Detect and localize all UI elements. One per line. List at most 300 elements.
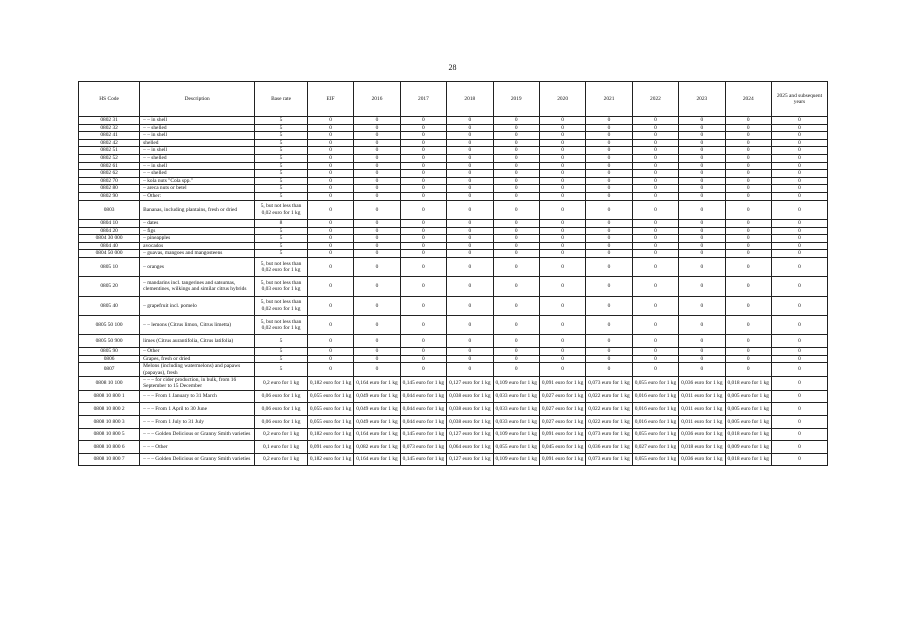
description-cell: – areca nuts or betel: [140, 185, 255, 193]
rate-cell: 0: [632, 335, 678, 348]
rate-cell: 0: [632, 348, 678, 356]
hs-code-cell: 0808 10 800 7: [79, 453, 140, 466]
rate-cell: 0: [493, 192, 539, 200]
rate-cell: 0,164 euro for 1 kg: [354, 453, 400, 466]
header-2025-and-subsequent: 2025 and subsequent years: [771, 82, 827, 117]
rate-cell: 0: [354, 227, 400, 235]
rate-cell: 0: [679, 219, 725, 227]
rate-cell: 0: [307, 355, 353, 363]
rate-cell: 0: [771, 177, 827, 185]
rate-cell: 0: [679, 363, 725, 377]
table-row: [79, 170, 828, 178]
header-base-rate: Base rate: [255, 82, 308, 117]
rate-cell: 0: [679, 200, 725, 219]
rate-cell: 0: [586, 363, 632, 377]
rate-cell: 0: [679, 162, 725, 170]
rate-cell: 0: [447, 250, 493, 258]
rate-cell: 0: [493, 124, 539, 132]
rate-cell: 0,055 euro for 1 kg: [632, 453, 678, 466]
rate-cell: 0: [632, 162, 678, 170]
rate-cell: 0,145 euro for 1 kg: [400, 428, 446, 441]
rate-cell: 0: [539, 348, 585, 356]
table-row: [79, 377, 828, 391]
rate-cell: 0: [493, 117, 539, 125]
rate-cell: 0: [307, 316, 353, 335]
rate-cell: 0: [632, 139, 678, 147]
rate-cell: 0: [493, 348, 539, 356]
hs-code-cell: 0806: [79, 355, 140, 363]
rate-cell: 0: [632, 363, 678, 377]
rate-cell: 0: [493, 162, 539, 170]
description-cell: – – shelled: [140, 170, 255, 178]
rate-cell: 0: [400, 257, 446, 276]
rate-cell: 0: [771, 192, 827, 200]
description-cell: Grapes, fresh or dried: [140, 355, 255, 363]
rate-cell: 0: [400, 355, 446, 363]
rate-cell: 0: [725, 235, 771, 243]
rate-cell: 0: [307, 235, 353, 243]
rate-cell: 0: [539, 200, 585, 219]
base-rate-cell: 0,06 euro for 1 kg: [255, 390, 308, 403]
rate-cell: 0,009 euro for 1 kg: [725, 441, 771, 454]
hs-code-cell: 0808 10 800 5: [79, 428, 140, 441]
table-body: [79, 117, 828, 466]
hs-code-cell: 0802 62: [79, 170, 140, 178]
hs-code-cell: 0805 50 100: [79, 316, 140, 335]
rate-cell: 0: [771, 147, 827, 155]
hs-code-cell: 0804 30 000: [79, 235, 140, 243]
rate-cell: 0: [586, 147, 632, 155]
rate-cell: 0,036 euro for 1 kg: [679, 453, 725, 466]
rate-cell: 0: [307, 219, 353, 227]
rate-cell: 0: [493, 132, 539, 140]
rate-cell: 0: [632, 147, 678, 155]
rate-cell: 0,055 euro for 1 kg: [307, 403, 353, 416]
table-row: [79, 277, 828, 296]
rate-cell: 0: [725, 170, 771, 178]
rate-cell: 0: [307, 242, 353, 250]
rate-cell: 0: [632, 355, 678, 363]
rate-cell: 0,027 euro for 1 kg: [539, 390, 585, 403]
hs-code-cell: 0805 40: [79, 296, 140, 315]
rate-cell: 0: [771, 453, 827, 466]
rate-cell: 0: [307, 162, 353, 170]
rate-cell: 0: [679, 316, 725, 335]
hs-code-cell: 0805 20: [79, 277, 140, 296]
rate-cell: 0: [539, 147, 585, 155]
base-rate-cell: 0,1 euro for 1 kg: [255, 441, 308, 454]
rate-cell: 0: [400, 296, 446, 315]
rate-cell: 0: [539, 335, 585, 348]
hs-code-cell: 0802 61: [79, 162, 140, 170]
rate-cell: 0,033 euro for 1 kg: [493, 416, 539, 429]
rate-cell: 0,011 euro for 1 kg: [679, 403, 725, 416]
table-row: [79, 200, 828, 219]
description-cell: Bananas, including plantains, fresh or dried: [140, 200, 255, 219]
rate-cell: 0: [307, 192, 353, 200]
rate-cell: 0,044 euro for 1 kg: [400, 416, 446, 429]
rate-cell: 0: [354, 355, 400, 363]
rate-cell: 0: [632, 257, 678, 276]
rate-cell: 0: [539, 162, 585, 170]
rate-cell: 0: [493, 139, 539, 147]
rate-cell: 0: [725, 132, 771, 140]
rate-cell: 0: [679, 154, 725, 162]
rate-cell: 0: [725, 316, 771, 335]
base-rate-cell: 5: [255, 124, 308, 132]
base-rate-cell: 0,06 euro for 1 kg: [255, 416, 308, 429]
table-row: [79, 257, 828, 276]
rate-cell: 0: [586, 117, 632, 125]
rate-cell: 0,036 euro for 1 kg: [586, 441, 632, 454]
base-rate-cell: 5: [255, 250, 308, 258]
rate-cell: 0: [447, 200, 493, 219]
rate-cell: 0,164 euro for 1 kg: [354, 377, 400, 391]
rate-cell: 0: [539, 219, 585, 227]
rate-cell: 0,109 euro for 1 kg: [493, 428, 539, 441]
rate-cell: 0: [586, 200, 632, 219]
rate-cell: 0,145 euro for 1 kg: [400, 453, 446, 466]
description-cell: – – in shell: [140, 117, 255, 125]
rate-cell: 0: [725, 219, 771, 227]
rate-cell: 0: [447, 355, 493, 363]
rate-cell: 0: [447, 124, 493, 132]
rate-cell: 0: [493, 257, 539, 276]
rate-cell: 0: [539, 235, 585, 243]
rate-cell: 0,036 euro for 1 kg: [679, 428, 725, 441]
header-hs-code: HS Code: [79, 82, 140, 117]
rate-cell: 0: [539, 124, 585, 132]
rate-cell: 0: [679, 348, 725, 356]
rate-cell: 0: [493, 242, 539, 250]
rate-cell: 0: [725, 277, 771, 296]
hs-code-cell: 0803: [79, 200, 140, 219]
rate-cell: 0: [400, 192, 446, 200]
rate-cell: 0: [586, 316, 632, 335]
rate-cell: 0: [586, 154, 632, 162]
description-cell: – pineapples: [140, 235, 255, 243]
rate-cell: 0: [725, 117, 771, 125]
rate-cell: 0: [586, 277, 632, 296]
rate-cell: 0: [725, 250, 771, 258]
table-row: [79, 192, 828, 200]
base-rate-cell: 5, but not less than 0,02 euro for 1 kg: [255, 257, 308, 276]
rate-cell: 0,055 euro for 1 kg: [632, 377, 678, 391]
rate-cell: 0,044 euro for 1 kg: [400, 403, 446, 416]
rate-cell: 0,127 euro for 1 kg: [447, 377, 493, 391]
rate-cell: 0: [632, 200, 678, 219]
rate-cell: 0: [354, 147, 400, 155]
rate-cell: 0: [771, 428, 827, 441]
rate-cell: 0: [586, 348, 632, 356]
rate-cell: 0: [539, 185, 585, 193]
rate-cell: 0: [447, 235, 493, 243]
rate-cell: 0: [400, 170, 446, 178]
rate-cell: 0: [679, 170, 725, 178]
hs-code-cell: 0802 31: [79, 117, 140, 125]
rate-cell: 0: [632, 316, 678, 335]
hs-code-cell: 0805 50 900: [79, 335, 140, 348]
description-cell: – Other: [140, 348, 255, 356]
rate-cell: 0: [447, 296, 493, 315]
rate-cell: 0: [447, 219, 493, 227]
rate-cell: 0: [586, 177, 632, 185]
rate-cell: 0,127 euro for 1 kg: [447, 453, 493, 466]
rate-cell: 0: [632, 192, 678, 200]
rate-cell: 0,049 euro for 1 kg: [354, 403, 400, 416]
rate-cell: 0: [771, 154, 827, 162]
rate-cell: 0: [771, 200, 827, 219]
rate-cell: 0: [400, 147, 446, 155]
rate-cell: 0: [725, 177, 771, 185]
rate-cell: 0: [725, 154, 771, 162]
description-cell: – – shelled: [140, 124, 255, 132]
rate-cell: 0: [725, 200, 771, 219]
header-2019: 2019: [493, 82, 539, 117]
base-rate-cell: 5, but not less than 0,03 euro for 1 kg: [255, 277, 308, 296]
rate-cell: 0,073 euro for 1 kg: [586, 377, 632, 391]
description-cell: – – – From 1 April to 30 June: [140, 403, 255, 416]
table-header-row: [79, 82, 828, 117]
rate-cell: 0,145 euro for 1 kg: [400, 377, 446, 391]
rate-cell: 0: [493, 363, 539, 377]
table-row: [79, 219, 828, 227]
rate-cell: 0,005 euro for 1 kg: [725, 390, 771, 403]
rate-cell: 0: [354, 117, 400, 125]
rate-cell: 0,055 euro for 1 kg: [307, 416, 353, 429]
hs-code-cell: 0802 51: [79, 147, 140, 155]
rate-cell: 0: [400, 250, 446, 258]
rate-cell: 0: [725, 185, 771, 193]
rate-cell: 0: [354, 335, 400, 348]
rate-cell: 0: [493, 219, 539, 227]
rate-cell: 0: [493, 235, 539, 243]
base-rate-cell: 5: [255, 363, 308, 377]
description-cell: – – – From 1 January to 31 March: [140, 390, 255, 403]
base-rate-cell: 5: [255, 147, 308, 155]
base-rate-cell: 5: [255, 348, 308, 356]
rate-cell: 0: [493, 147, 539, 155]
rate-cell: 0: [354, 177, 400, 185]
rate-cell: 0,044 euro for 1 kg: [400, 390, 446, 403]
hs-code-cell: 0808 10 800 3: [79, 416, 140, 429]
rate-cell: 0: [586, 170, 632, 178]
base-rate-cell: 5: [255, 355, 308, 363]
rate-cell: 0: [771, 377, 827, 391]
rate-cell: 0: [771, 185, 827, 193]
rate-cell: 0: [354, 316, 400, 335]
rate-cell: 0: [447, 192, 493, 200]
hs-code-cell: 0802 90: [79, 192, 140, 200]
rate-cell: 0: [354, 162, 400, 170]
rate-cell: 0: [679, 355, 725, 363]
description-cell: Melons (including watermelons) and papaws (papayas), fresh: [140, 363, 255, 377]
rate-cell: 0: [354, 257, 400, 276]
header-2022: 2022: [632, 82, 678, 117]
hs-code-cell: 0802 70: [79, 177, 140, 185]
rate-cell: 0: [586, 227, 632, 235]
base-rate-cell: 5: [255, 162, 308, 170]
rate-cell: 0: [400, 162, 446, 170]
rate-cell: 0: [771, 242, 827, 250]
rate-cell: 0: [725, 227, 771, 235]
rate-cell: 0: [354, 185, 400, 193]
hs-code-cell: 0805 90: [79, 348, 140, 356]
rate-cell: 0: [400, 316, 446, 335]
rate-cell: 0,027 euro for 1 kg: [632, 441, 678, 454]
rate-cell: 0: [447, 348, 493, 356]
rate-cell: 0: [679, 132, 725, 140]
rate-cell: 0: [632, 296, 678, 315]
rate-cell: 0: [400, 124, 446, 132]
rate-cell: 0,027 euro for 1 kg: [539, 416, 585, 429]
base-rate-cell: 0,06 euro for 1 kg: [255, 403, 308, 416]
rate-cell: 0: [586, 250, 632, 258]
rate-cell: 0: [679, 296, 725, 315]
hs-code-cell: 0804 10: [79, 219, 140, 227]
rate-cell: 0: [447, 257, 493, 276]
base-rate-cell: 5: [255, 154, 308, 162]
table-row: [79, 139, 828, 147]
rate-cell: 0,109 euro for 1 kg: [493, 377, 539, 391]
description-cell: – dates: [140, 219, 255, 227]
rate-cell: 0: [632, 235, 678, 243]
rate-cell: 0: [679, 147, 725, 155]
rate-cell: 0: [539, 139, 585, 147]
base-rate-cell: 0,2 euro for 1 kg: [255, 428, 308, 441]
rate-cell: 0: [400, 139, 446, 147]
base-rate-cell: 5: [255, 227, 308, 235]
rate-cell: 0: [447, 170, 493, 178]
rate-cell: 0,022 euro for 1 kg: [586, 403, 632, 416]
rate-cell: 0: [400, 242, 446, 250]
rate-cell: 0: [539, 154, 585, 162]
table-row: [79, 416, 828, 429]
table-row: [79, 363, 828, 377]
rate-cell: 0: [307, 257, 353, 276]
rate-cell: 0,018 euro for 1 kg: [679, 441, 725, 454]
rate-cell: 0: [447, 316, 493, 335]
rate-cell: 0: [771, 170, 827, 178]
description-cell: – – – From 1 July to 31 July: [140, 416, 255, 429]
hs-code-cell: 0804 50 000: [79, 250, 140, 258]
rate-cell: 0: [307, 227, 353, 235]
rate-cell: 0: [354, 235, 400, 243]
rate-cell: 0: [400, 235, 446, 243]
rate-cell: 0,036 euro for 1 kg: [679, 377, 725, 391]
rate-cell: 0,016 euro for 1 kg: [632, 416, 678, 429]
base-rate-cell: 5: [255, 117, 308, 125]
rate-cell: 0: [679, 277, 725, 296]
rate-cell: 0: [679, 124, 725, 132]
rate-cell: 0: [307, 139, 353, 147]
rate-cell: 0,022 euro for 1 kg: [586, 416, 632, 429]
rate-cell: 0: [725, 124, 771, 132]
rate-cell: 0: [307, 177, 353, 185]
base-rate-cell: 5: [255, 132, 308, 140]
description-cell: – – lemons (Citrus limon, Citrus limetta): [140, 316, 255, 335]
rate-cell: 0: [586, 257, 632, 276]
header-2017: 2017: [400, 82, 446, 117]
rate-cell: 0,018 euro for 1 kg: [725, 428, 771, 441]
base-rate-cell: 5, but not less than 0,02 euro for 1 kg: [255, 200, 308, 219]
table-row: [79, 348, 828, 356]
rate-cell: 0: [586, 185, 632, 193]
rate-cell: 0: [307, 277, 353, 296]
hs-code-cell: 0802 52: [79, 154, 140, 162]
rate-cell: 0: [307, 170, 353, 178]
rate-cell: 0: [447, 117, 493, 125]
rate-cell: 0: [632, 242, 678, 250]
hs-code-cell: 0808 10 100: [79, 377, 140, 391]
rate-cell: 0: [447, 185, 493, 193]
rate-cell: 0: [539, 242, 585, 250]
rate-cell: 0: [725, 335, 771, 348]
rate-cell: 0: [632, 124, 678, 132]
rate-cell: 0: [586, 162, 632, 170]
rate-cell: 0: [400, 219, 446, 227]
table-row: [79, 355, 828, 363]
rate-cell: 0: [354, 154, 400, 162]
header-description: Description: [140, 82, 255, 117]
rate-cell: 0: [539, 132, 585, 140]
rate-cell: 0,038 euro for 1 kg: [447, 403, 493, 416]
rate-cell: 0: [307, 154, 353, 162]
rate-cell: 0: [771, 403, 827, 416]
rate-cell: 0: [771, 348, 827, 356]
table-row: [79, 117, 828, 125]
table-row: [79, 132, 828, 140]
rate-cell: 0: [725, 139, 771, 147]
rate-cell: 0,049 euro for 1 kg: [354, 416, 400, 429]
base-rate-cell: 0,2 euro for 1 kg: [255, 453, 308, 466]
table-row: [79, 390, 828, 403]
header-2020: 2020: [539, 82, 585, 117]
description-cell: – – in shell: [140, 147, 255, 155]
base-rate-cell: 8: [255, 219, 308, 227]
hs-code-cell: 0807: [79, 363, 140, 377]
rate-cell: 0: [771, 296, 827, 315]
rate-cell: 0: [493, 177, 539, 185]
rate-cell: 0: [539, 117, 585, 125]
rate-cell: 0,182 euro for 1 kg: [307, 428, 353, 441]
rate-cell: 0: [539, 177, 585, 185]
rate-cell: 0: [539, 250, 585, 258]
rate-cell: 0,055 euro for 1 kg: [307, 390, 353, 403]
hs-code-cell: 0802 42: [79, 139, 140, 147]
rate-cell: 0: [586, 242, 632, 250]
rate-cell: 0: [354, 200, 400, 219]
rate-cell: 0: [586, 139, 632, 147]
rate-cell: 0: [493, 335, 539, 348]
rate-cell: 0: [354, 170, 400, 178]
rate-cell: 0: [771, 227, 827, 235]
rate-cell: 0: [771, 139, 827, 147]
rate-cell: 0: [307, 200, 353, 219]
rate-cell: 0: [632, 154, 678, 162]
rate-cell: 0,164 euro for 1 kg: [354, 428, 400, 441]
rate-cell: 0: [586, 124, 632, 132]
page-number: 28: [448, 63, 457, 72]
rate-cell: 0: [771, 257, 827, 276]
rate-cell: 0,073 euro for 1 kg: [586, 453, 632, 466]
table-row: [79, 227, 828, 235]
rate-cell: 0: [679, 335, 725, 348]
rate-cell: 0: [632, 227, 678, 235]
rate-cell: 0: [679, 227, 725, 235]
rate-cell: 0: [725, 242, 771, 250]
rate-cell: 0: [400, 132, 446, 140]
